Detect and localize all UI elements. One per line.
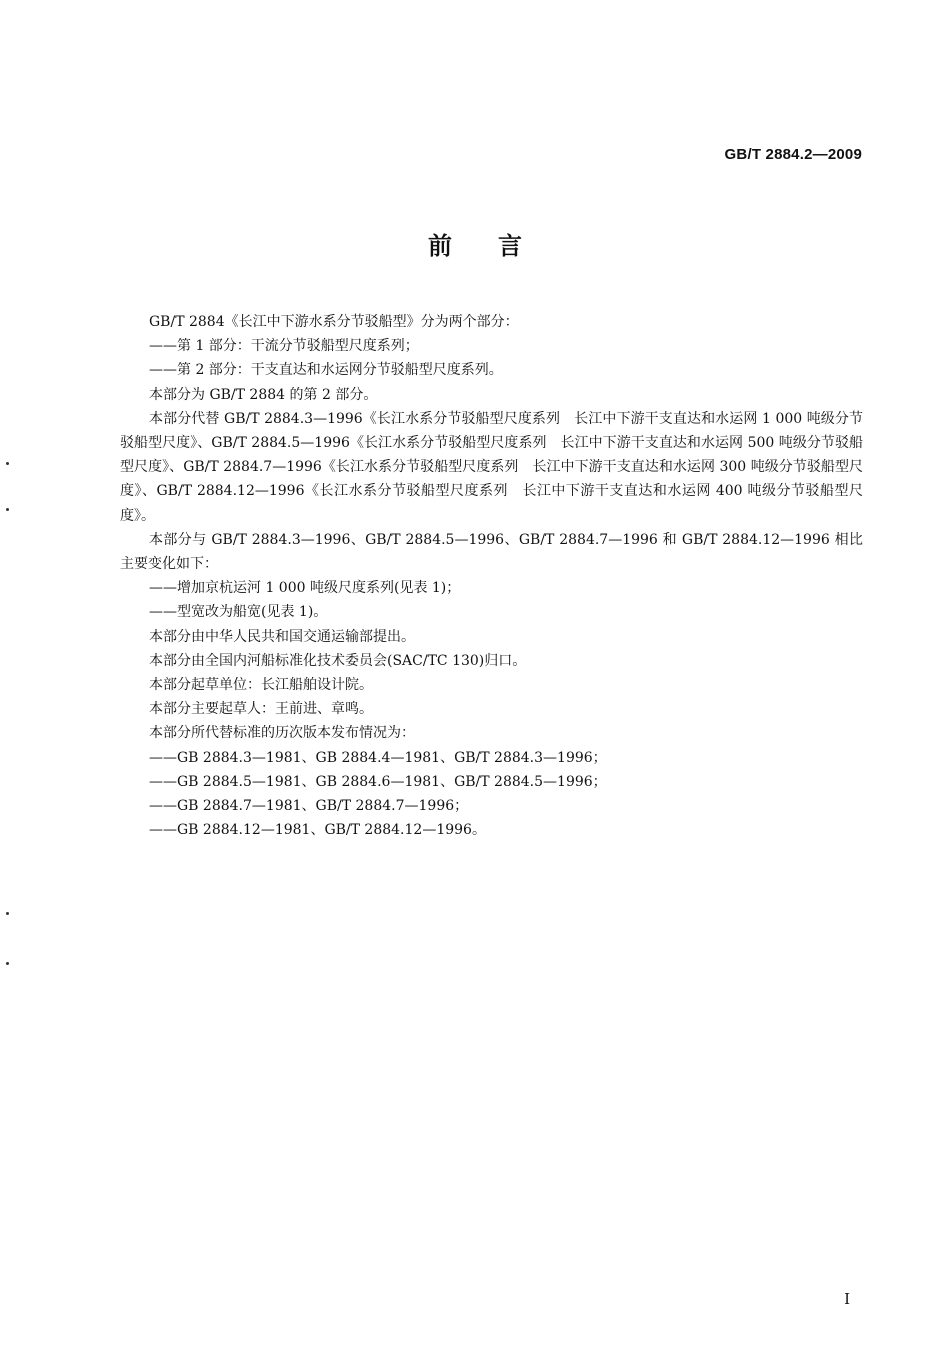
list-item-history-2: ——GB 2884.5—1981、GB 2884.6—1981、GB/T 2884.5—1996；: [149, 773, 607, 790]
list-item-change-1: ——增加京杭运河 1 000 吨级尺度系列(见表 1)；: [149, 580, 461, 597]
page-number: I: [844, 1290, 850, 1308]
paragraph-replaces: 本部分代替 GB/T 2884.3—1996《长江水系分节驳船型尺度系列 长江中下游干支直达和水运网 1 000 吨级分节驳船型尺度》、GB/T 2884.5—1996《长江水系分节驳船型尺度系列 长江中下游干支直达和水运网 500 吨级分节驳船型尺度》、GB/T 2884.7—1996《长江水系分节驳船型尺度系列 长江中下游干支直达和水运网 300 吨级分节驳船型尺度》、GB/T 2884.12—1996《长江水系分节驳船型尺度系列 长江中下游干支直达和水运网 400 吨级分节驳船型尺度》。: [120, 410, 863, 524]
paragraph-parts-intro: GB/T 2884《长江中下游水系分节驳船型》分为两个部分：: [149, 314, 519, 330]
paragraph-drafting-unit: 本部分起草单位：长江船舶设计院。: [149, 677, 373, 694]
list-item-history-4: ——GB 2884.12—1981、GB/T 2884.12—1996。: [149, 822, 486, 839]
scan-speck: [6, 508, 9, 511]
list-item-part-1: ——第 1 部分：干流分节驳船型尺度系列；: [149, 338, 419, 355]
scan-speck: [6, 962, 9, 965]
list-item-history-1: ——GB 2884.3—1981、GB 2884.4—1981、GB/T 2884.3—1996；: [149, 749, 607, 766]
paragraph-proposed-by: 本部分由中华人民共和国交通运输部提出。: [149, 628, 415, 645]
list-item-change-2: ——型宽改为船宽(见表 1)。: [149, 604, 328, 621]
paragraph-drafters: 本部分主要起草人：王前进、章鸣。: [149, 701, 373, 718]
foreword-body: [120, 310, 863, 842]
paragraph-changes: 本部分与 GB/T 2884.3—1996、GB/T 2884.5—1996、GB/T 2884.7—1996 和 GB/T 2884.12—1996 相比主要变化如下：: [120, 531, 863, 573]
scan-speck: [6, 912, 9, 915]
list-item-history-3: ——GB 2884.7—1981、GB/T 2884.7—1996；: [149, 798, 469, 815]
paragraph-under-jurisdiction: 本部分由全国内河船标准化技术委员会(SAC/TC 130)归口。: [149, 652, 527, 669]
list-item-part-2: ——第 2 部分：干支直达和水运网分节驳船型尺度系列。: [149, 362, 503, 379]
paragraph-history-intro: 本部分所代替标准的历次版本发布情况为：: [149, 725, 415, 742]
page-title: 前言: [428, 232, 568, 260]
paragraph-this-part: 本部分为 GB/T 2884 的第 2 部分。: [149, 386, 378, 403]
document-code: GB/T 2884.2—2009: [724, 146, 862, 163]
scan-speck: [6, 462, 9, 465]
